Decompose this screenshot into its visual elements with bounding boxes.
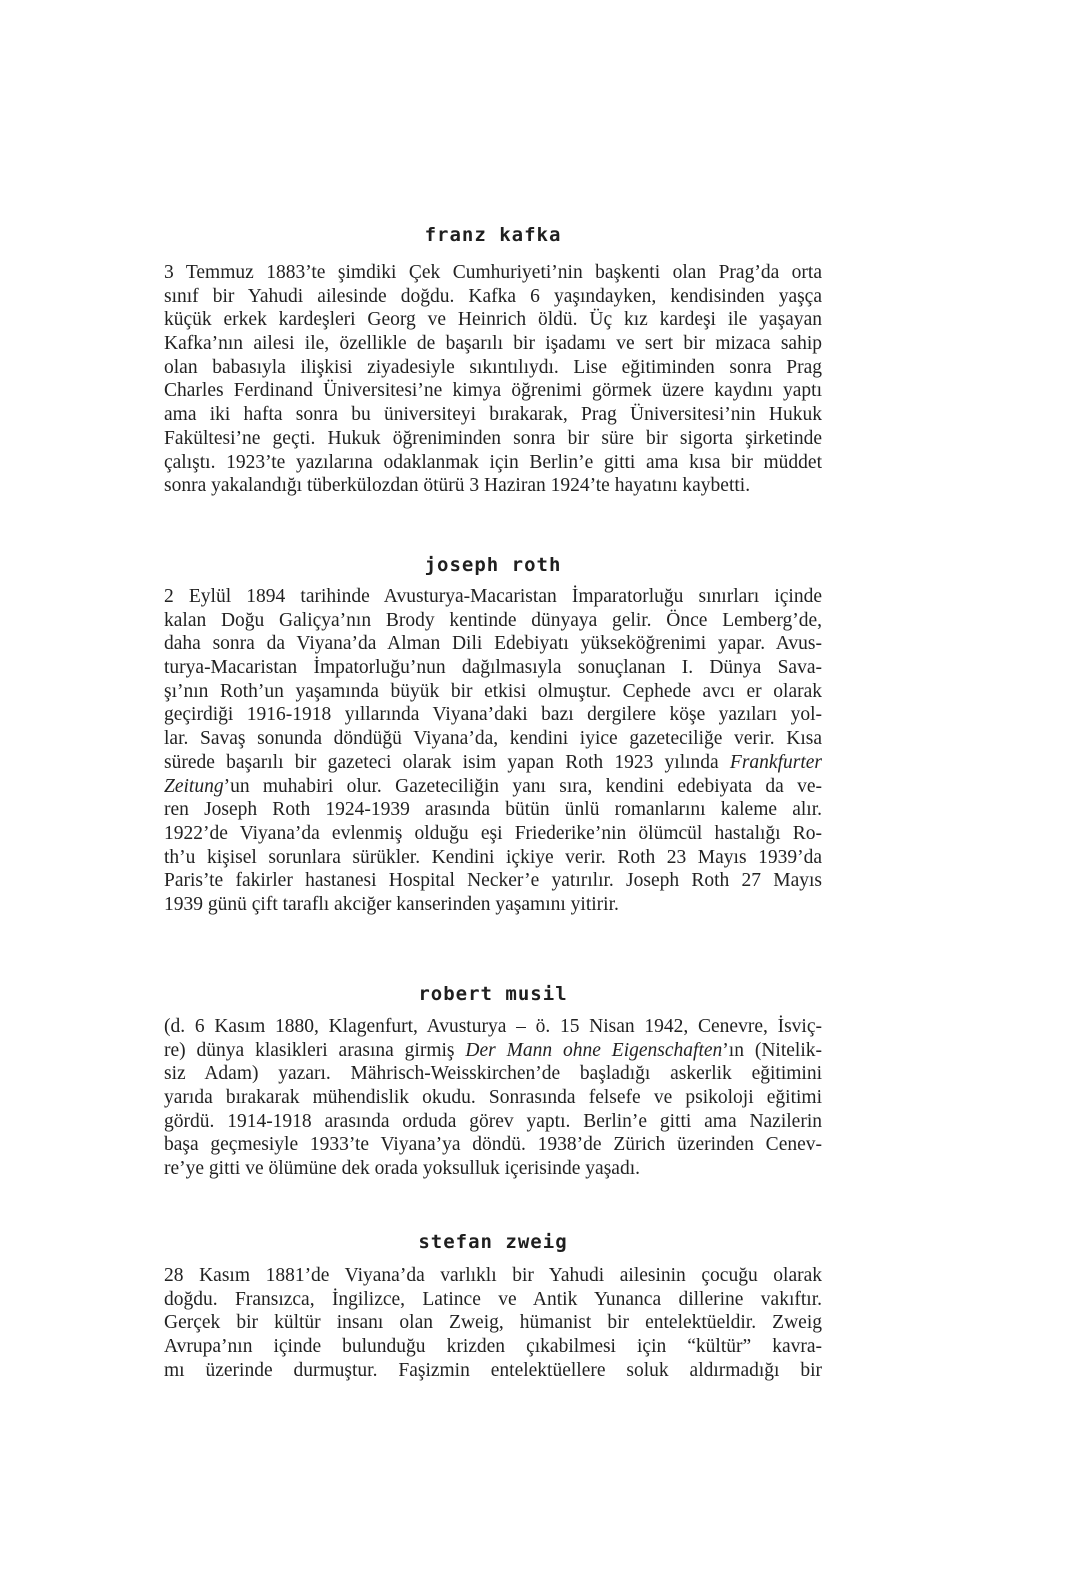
bio-stefan-zweig (164, 1230, 822, 1382)
text-line: ren Joseph Roth 1924-1939 arasında bütün ünlü romanlarını kaleme alır. (164, 799, 822, 821)
bio-heading: franz kafka (424, 224, 562, 246)
text-line: Paris’te fakirler hastanesi Hospital Necker’e yatırılır. Joseph Roth 27 Mayıs (164, 870, 822, 892)
bio-heading: robert musil (418, 983, 568, 1005)
text-line: kalan Doğu Galiçya’nın Brody kentinde dünyaya gelir. Önce Lemberg’de, (164, 609, 822, 631)
text-line: 2 Eylül 1894 tarihinde Avusturya-Macaristan İmparatorluğu sınırları içinde (164, 586, 822, 607)
text-line: sonra yakalandığı tüberkülozdan ötürü 3 Haziran 1924’te hayatını kaybetti. (164, 475, 751, 497)
text-line: ama iki hafta sonra bu üniversiteyi bırakarak, Prag Üniversitesi’nin Hukuk (164, 404, 822, 426)
text-line-with-italic (164, 751, 822, 775)
text-line: olan babasıyla ilişkisi ziyadesiyle sıkıntılıydı. Lise eğitiminden sonra Prag (164, 356, 822, 378)
text-segment: sürede başarılı bir gazeteci olarak isim yapan Roth 1923 yılında (164, 751, 730, 773)
text-line: mı üzerinde durmuştur. Faşizmin entelektüellere soluk aldırmadığı bir (164, 1359, 822, 1381)
italic-title: Der Mann ohne Eigenschaften (465, 1039, 723, 1061)
bio-heading: joseph roth (424, 554, 562, 576)
bio-paragraph (164, 1015, 822, 1181)
text-line: re’ye gitti ve ölümüne dek orada yoksulluk içerisinde yaşadı. (164, 1158, 640, 1180)
bio-joseph-roth (164, 553, 822, 917)
text-line: daha sonra da Viyana’da Alman Dili Edebiyatı yükseköğrenimi yapar. Avus- (164, 633, 822, 655)
text-line: başa geçmesiyle 1933’te Viyana’ya döndü. 1938’de Zürich üzerinden Cenev- (164, 1134, 822, 1156)
bio-franz-kafka (164, 223, 822, 498)
text-line: 28 Kasım 1881’de Viyana’da varlıklı bir Yahudi ailesinin çocuğu olarak (164, 1265, 822, 1286)
text-line: sınıf bir Yahudi ailesinde doğdu. Kafka 6 yaşındayken, kendisinden yaşça (164, 285, 822, 307)
italic-title: Zeitung (164, 775, 224, 797)
text-line: turya-Macaristan İmpatorluğu’nun dağılmasıyla sonuçlanan I. Dünya Sava- (164, 657, 822, 679)
text-line: Avrupa’nın içinde bulunduğu krizden çıkabilmesi için “kültür” kavra- (164, 1336, 822, 1358)
text-segment: re) dünya klasikleri arasına girmiş (164, 1039, 466, 1061)
text-line: 3 Temmuz 1883’te şimdiki Çek Cumhuriyeti’nin başkenti olan Prag’da orta (164, 262, 822, 283)
text-line: Gerçek bir kültür insanı olan Zweig, hümanist bir entelektüeldir. Zweig (164, 1312, 822, 1334)
bio-robert-musil (164, 982, 822, 1181)
text-line: yarıda bırakarak mühendislik okudu. Sonrasında felsefe ve psikoloji eğitimi (164, 1087, 822, 1109)
text-line: 1939 günü çift taraflı akciğer kanserinden yaşamını yitirir. (164, 893, 619, 915)
text-line: 1922’de Viyana’da evlenmiş olduğu eşi Friederike’nin ölümcül hastalığı Ro- (164, 822, 822, 844)
text-line: gördü. 1914-1918 arasında orduda görev yaptı. Berlin’e gitti ama Nazilerin (164, 1110, 822, 1132)
text-line: siz Adam) yazarı. Mährisch-Weisskirchen’de başladığı askerlik eğitimini (164, 1063, 822, 1085)
text-line-with-italic (164, 1039, 822, 1063)
text-line: geçirdiği 1916-1918 yıllarında Viyana’daki bazı dergilere köşe yazıları yol- (164, 704, 822, 726)
text-line: çalıştı. 1923’te yazılarına odaklanmak için Berlin’e gitti ama kısa bir müddet (164, 451, 822, 473)
text-line: küçük erkek kardeşleri Georg ve Heinrich öldü. Üç kız kardeşi ile yaşayan (164, 309, 822, 331)
text-line: Fakültesi’ne geçti. Hukuk öğreniminden sonra bir süre bir sigorta şirketinde (164, 427, 822, 449)
bio-heading: stefan zweig (418, 1231, 568, 1253)
text-line: Charles Ferdinand Üniversitesi’ne kimya öğrenimi görmek üzere kaydını yaptı (164, 380, 822, 402)
italic-title: Frankfurter (729, 751, 822, 773)
text-segment: ’ın (Nitelik- (722, 1039, 822, 1061)
text-segment: ’un muhabiri olur. Gazeteciliğin yanı sıra, kendini edebiyata da ve- (223, 775, 822, 797)
text-line: lar. Savaş sonunda döndüğü Viyana’da, kendini iyice gazeteciliğe verir. Kısa (164, 728, 822, 750)
text-line: doğdu. Fransızca, İngilizce, Latince ve Antik Yunanca dillerine vakıftır. (164, 1288, 822, 1310)
text-line: şı’nın Roth’un yaşamında büyük bir etkisi olmuştur. Cephede avcı er olarak (164, 680, 822, 702)
bio-paragraph (164, 261, 822, 498)
bio-paragraph (164, 1264, 822, 1382)
text-line-with-italic (164, 775, 822, 799)
text-line: th’u kişisel sorunlara sürükler. Kendini içkiye verir. Roth 23 Mayıs 1939’da (164, 846, 822, 868)
bio-paragraph (164, 585, 822, 917)
text-line: Kafka’nın ailesi ile, özellikle de başarılı bir işadamı ve sert bir mizaca sahip (164, 333, 822, 355)
text-line: (d. 6 Kasım 1880, Klagenfurt, Avusturya – ö. 15 Nisan 1942, Cenevre, İsviç- (164, 1016, 822, 1037)
